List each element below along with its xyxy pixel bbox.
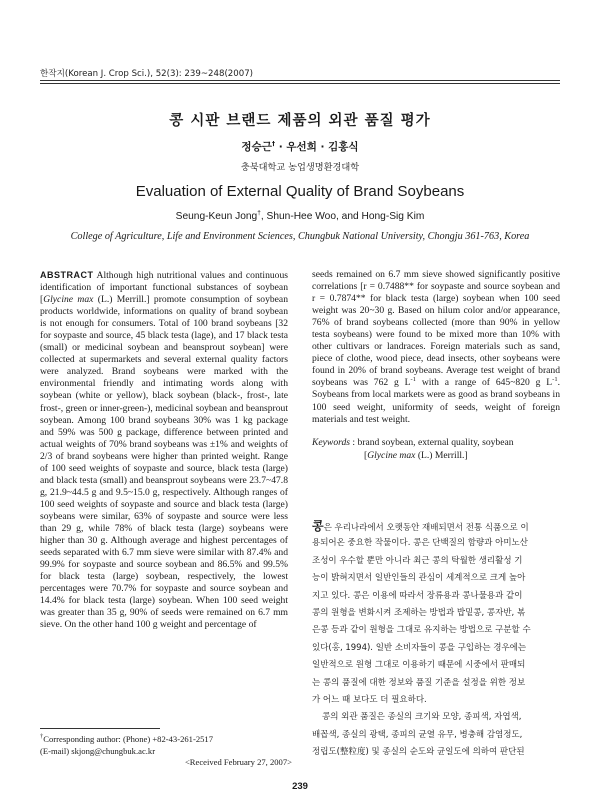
abstract-text-1: Although high nutritional values and continuous identification of important functional substances of soybean [ — [40, 270, 288, 306]
abstract-text-2: (L.) Merrill.] promote consumption of soybean products worldwide, informations on quality of brand soybean is not enough for consumers. Total of 100 brand soybeans [32 for soypaste and source, 45 black testa (lage), and 17 black testa (small) or medicinal soybean and beansprout soybean] were collected at supermarkets and several external quality factors were analyzed. Brand soybeans were marked with the environmental friendly and intimating words along with soybean (white or yellow), black soybean (black-, frost-, late frost-, green or inner-green-), medicinal soybean and beansprout soybean. Among 100 brand soybeans 30% was 1 kg package and 59% was 500 g package, difference between printed and actual weights of 70% brand soybeans was ±1% and weights of 2/3 of brand soybeans were higher than printed weight. Range of 100 seed weights of soypaste and source, black testa (large) and black testa (small) and beansprout soybeans were 23.7~47.8 g, 21.9~44.5 g and 9.5~15.0 g, respectively. Although ranges of 100 seed weights of soypaste and source and black testa (large) soybeans were similar, 63% of soypaste and source were less than 29 g, while 78% of black testa (large) soybeans were higher than 30 g. Although average and highest percentages of seeds separated with 6.7 mm sieve were similar with 87.4% and 99.9% for soypaste and source soybean and 86.5% and 99.5% for black testa (large) soybean, respectively, the lowest percentages were 70.7% for soypaste and source soybean and 14.4% for black testa (large) soybean. When 100 seed weight was greater than 35 g, 90% of seeds were remained on 6.7 mm sieve. On the other hand 100 g weight and percentage of — [40, 294, 288, 631]
korean-introduction: 콩은 우리나라에서 오랫동안 재배되면서 전통 식품으로 이 용되어온 중요한 작물이다. 콩은 단백질의 함량과 아미노산 조성이 우수할 뿐만 아니라 최근 콩의 탁월한 생리활성 기 능이 밝혀지면서 일반인들의 관심이 세계적으로 크게 높아 지고 있다. 콩은 이용에 따라서 장류용과 콩나물용과 같이 콩의 원형을 변화시켜 조제하는 방법과 밥밑콩, 콩자반, 볶 은콩 등과 같이 원형을 그대로 유지하는 방법으로 구분할 수 있다(홍, 1994). 일반 소비자들이 콩을 구입하는 경우에는 일반적으로 원형 그대로 이용하기 때문에 시중에서 판매되 는 콩의 품질에 대한 정보와 품질 기준을 설정을 위한 정보 가 어느 때 보다도 더 필요하다. 콩의 외관 품질은 종실의 크기와 모양, 종피색, 자엽색, 배꼽색, 종실의 광택, 종피의 균열 유무, 병충해 감염정도, 정립도(整粒度) 및 종실의 순도와 균일도에 의하여 판단된 — [312, 519, 531, 758]
keywords-label: Keywords — [312, 437, 351, 448]
abstract-left-column — [40, 269, 288, 631]
journal-citation: 한작지(Korean J. Crop Sci.), 52(3): 239~248(2007) — [40, 69, 254, 79]
footnote-rule — [40, 728, 160, 729]
abstract-label: ABSTRACT — [40, 270, 94, 280]
abstract-species: Glycine max — [43, 294, 94, 306]
english-affiliation: College of Agriculture, Life and Environment Sciences, Chungbuk National University, Chongju 361-763, Korea — [70, 231, 530, 242]
abstract-text-3: seeds remained on 6.7 mm sieve showed significantly positive correlations [r = 0.7488** for soypaste and source soybean and r = 0.7874** for black testa (large) soybean when 100 seed weight was 20~30 g. Based on hilum color and/or appearance, 76% of brand soybeans collected (more than 90% in yellow testa soybeans) were found to be mixed more than 10% with other cultivars or landraces. Foreign materials such as sand, piece of clothe, wood piece, dead insects, other soybeans were found in 20% of brand soybeans. Average test weight of brand soybeans was 762 g L — [312, 269, 560, 389]
abstract-right-column: seeds remained on 6.7 mm sieve showed significantly positive correlations [r = 0.7488** for soypaste and source soybean and r = 0.7874** for black testa (large) soybean when 100 seed weight was 20~30 g. Based on hilum color and/or appearance, 76% of brand soybeans collected (more than 90% in yellow testa soybeans) were found to be mixed more than 10% with other cultivars or landraces. Foreign materials such as sand, piece of clothe, wood piece, dead insects, other soybeans were found in 20% of brand soybeans. Average test weight of brand soybeans was 762 g $L^{-1}$ with a range of 645~820 g $L^{-1}$. Soybeans from local markets were as good as brand soybeans in 100 seed weight, uniformity of seeds, weight of foreign materials and test weight. — [312, 269, 560, 425]
received-date: <Received February 27, 2007> — [184, 757, 292, 767]
korean-affiliation: 충북대학교 농업생명환경대학 — [240, 162, 360, 173]
english-authors: Seung-Keun Jong†, Shun-Hee Woo, and Hong-Sig Kim — [175, 209, 425, 222]
header-rule-top — [40, 80, 560, 81]
dropcap: 콩 — [312, 519, 324, 533]
page-number: 239 — [292, 781, 308, 792]
korean-title: 콩 시판 브랜드 제품의 외관 품질 평가 — [169, 113, 431, 129]
keywords: Keywords : brand soybean, external quality, soybean [Glycine max (L.) Merrill.] — [312, 437, 514, 461]
footnote: †Corresponding author: (Phone) +82-43-261-2517 (E-mail) skjong@chungbuk.ac.kr <Received February 27, 2007> — [40, 734, 300, 769]
english-title: Evaluation of External Quality of Brand Soybeans — [135, 183, 465, 200]
korean-authors: 정승근† · 우선희 · 김홍식 — [241, 139, 359, 153]
header-rule-bottom — [40, 83, 560, 84]
